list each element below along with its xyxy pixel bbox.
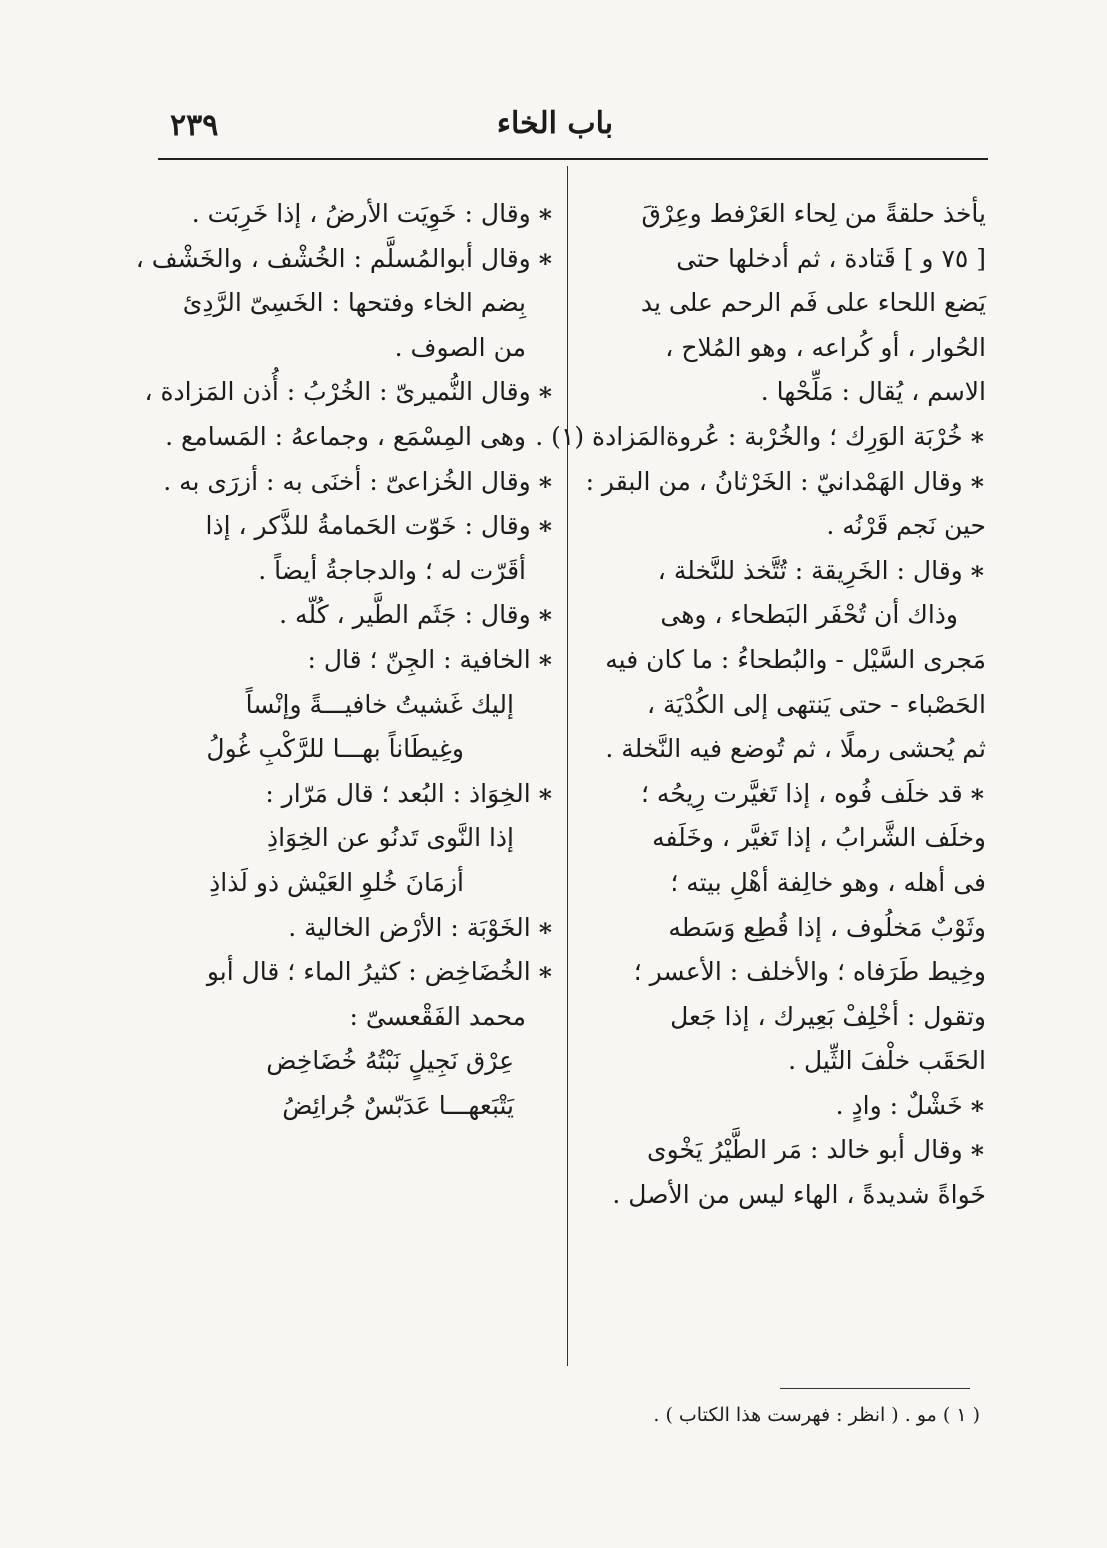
verse-line [150,1039,554,1084]
entry-marker-icon: ∗ [968,421,986,451]
text-line [150,415,554,460]
line-text: بِضم الخاء وفتحها : الخَسِىّ الرَّدِئ [182,288,526,318]
line-text: الحَصْباء - حتى يَنتهى إلى الكُدْيَة ، [647,689,986,719]
page-number: ٢٣٩ [170,108,219,143]
line-text: ثم يُحشى رملًا ، ثم تُوضع فيه النَّخلة . [605,734,986,764]
verse-line [150,727,554,772]
entry-line [150,192,554,237]
text-line [150,326,554,371]
text-line [582,370,986,415]
text-line [582,326,986,371]
text-line [150,281,554,326]
line-text: من الصوف . [394,332,526,362]
line-text: إليك غَشيتُ خافيـــةً وإنْساً [245,689,514,719]
entry-line [150,504,554,549]
text-line [582,861,986,906]
entry-line [150,950,554,995]
entry-line [582,1084,986,1129]
entry-marker-icon: ∗ [536,957,554,987]
line-text: إذا النَّوى تَدنُو عن الخِوَاذِ [267,823,514,853]
line-text: وهى المِسْمَع ، وجماعهُ : المَسامع . [165,421,526,451]
entry-marker-icon: ∗ [968,466,986,496]
entry-marker-icon: ∗ [968,1090,986,1120]
line-text: وخِيط طَرَفاه ؛ والأخلف : الأعسر ؛ [633,957,986,987]
line-text: الحَقَب خلْفَ الثِّيل . [788,1046,986,1076]
text-line [150,549,554,594]
line-text: وغِيطَاناً بهـــا للرَّكْبِ غُولُ [206,734,464,764]
entry-line [135,237,554,282]
line-text: خُرْبَة الوَرِك ؛ والخُرْبة : عُروةالمَزادة (١) . [535,421,963,451]
text-line [582,638,986,683]
line-text: يَتْبَعهـــا عَدَبّسٌ جُرائِضُ [282,1090,514,1120]
verse-line [150,861,554,906]
header-rule [158,158,988,160]
line-text: وذاك أن تُحْفَر البَطحاء ، وهى [660,600,958,630]
entry-marker-icon: ∗ [536,466,554,496]
line-text: فى أهله ، وهو خالِفة أهْلِ بيته ؛ [670,867,986,897]
text-line [582,950,986,995]
line-text: وقال : جَثَم الطَّير ، كُلّه . [279,600,531,630]
entry-marker-icon: ∗ [536,644,554,674]
entry-marker-icon: ∗ [968,555,986,585]
line-text: أقَرّت له ؛ والدجاجةُ أيضاً . [258,555,526,585]
text-line [582,1173,986,1218]
line-text: وقال أبو خالد : مَر الطَّيْرُ يَخْوى [647,1135,963,1165]
entry-line [535,415,986,460]
text-line [582,816,986,861]
line-text: الخِوَاذ : البُعد ؛ قال مَرّار : [265,778,531,808]
verse-line [150,1084,554,1129]
entry-line [150,906,554,951]
footnote-rule [780,1388,970,1389]
entry-line [150,772,554,817]
line-text: وقال أبوالمُسلَّم : الخُشْف ، والخَشْف ، [135,243,531,273]
line-text: خَواةً شديدةً ، الهاء ليس من الأصل . [612,1180,986,1210]
entry-line [582,460,986,505]
entry-marker-icon: ∗ [536,243,554,273]
left-column [135,192,554,1128]
entry-line [150,638,554,683]
verse-line [150,683,554,728]
line-text: الخَوْبَة : الأرْض الخالية . [288,912,531,942]
text-line [582,281,986,326]
entry-line [144,370,554,415]
text-line [582,237,986,282]
line-text: وقال : خَوِيَت الأرضُ ، إذا خَرِبَت . [191,199,531,228]
line-text: وقال الخُزاعىّ : أخنَى به : أزرَى به . [163,466,531,496]
line-text: وقال : الخَرِيقة : تُتَّخذ للنَّخلة ، [657,555,963,585]
running-head: باب الخاء [496,106,614,141]
line-text: عِرْق نَجِيلٍ نَبْتُهُ خُضَاخِض [266,1046,514,1076]
right-column [535,192,986,1218]
line-text: الخافية : الجِنّ ؛ قال : [307,644,531,674]
line-text: وخلَف الشَّرابُ ، إذا تَغيَّر ، وخَلَفه [652,823,986,853]
text-line [582,593,986,638]
entry-line [582,772,986,817]
line-text: وقال الهَمْدانيّ : الخَرْثانُ ، من البقر : [585,466,963,496]
text-line [582,906,986,951]
entry-marker-icon: ∗ [536,600,554,630]
line-text: وقال : خَوّت الحَمامةُ للذَّكر ، إذا [205,511,531,541]
text-line [582,683,986,728]
text-line [582,1039,986,1084]
entry-marker-icon: ∗ [536,778,554,808]
footnote: ( ١ ) مو . ( انظر : فهرست هذا الكتاب ) . [653,1404,980,1426]
entry-marker-icon: ∗ [968,1135,986,1165]
text-line [582,504,986,549]
entry-marker-icon: ∗ [536,199,554,228]
line-text: وثَوْبٌ مَخلُوف ، إذا قُطِع وَسَطه [668,912,986,942]
line-text: قد خلَف فُوه ، إذا تَغيَّرت رِيحُه ؛ [640,778,963,808]
line-text: خَشْلٌ : وادٍ . [835,1090,963,1120]
entry-marker-icon: ∗ [968,778,986,808]
line-text: أزمَانَ خُلوِ العَيْش ذو لَذاذِ [209,867,464,897]
line-text: الاسم ، يُقال : مَلِّحْها . [760,377,986,407]
text-line [582,995,986,1040]
entry-marker-icon: ∗ [536,377,554,407]
entry-line [150,593,554,638]
line-text: وتقول : أخْلِفْ بَعِيرك ، إذا جَعل [670,1001,986,1031]
line-text: مَجرى السَّيْل - والبُطحاءُ : ما كان فيه [605,644,986,674]
line-text: يَضع اللحاء على فَم الرحم على يد [640,288,986,318]
entry-marker-icon: ∗ [536,511,554,541]
verse-line [150,816,554,861]
line-text: وقال النُّميرىّ : الخُرْبُ : أُذن المَزادة ، [144,377,531,407]
line-text: الخُضَاخِض : كثيرُ الماء ؛ قال أبو [206,957,531,987]
text-line [582,192,986,237]
line-text: [ ٧٥ و ] قَتادة ، ثم أدخلها حتى [676,243,986,273]
line-text: يأخذ حلقةً من لِحاء العَرْفط وعِرْقَ [641,199,986,228]
entry-line [150,460,554,505]
text-line [582,727,986,772]
entry-marker-icon: ∗ [536,912,554,942]
entry-line [582,549,986,594]
entry-line [582,1128,986,1173]
line-text: حين نَجم قَرْنُه . [826,511,986,541]
column-divider [567,166,568,1366]
text-line [150,995,554,1040]
line-text: الحُوار ، أو كُراعه ، وهو المُلاح ، [665,332,986,362]
line-text: محمد الفَقْعسىّ : [349,1001,526,1031]
